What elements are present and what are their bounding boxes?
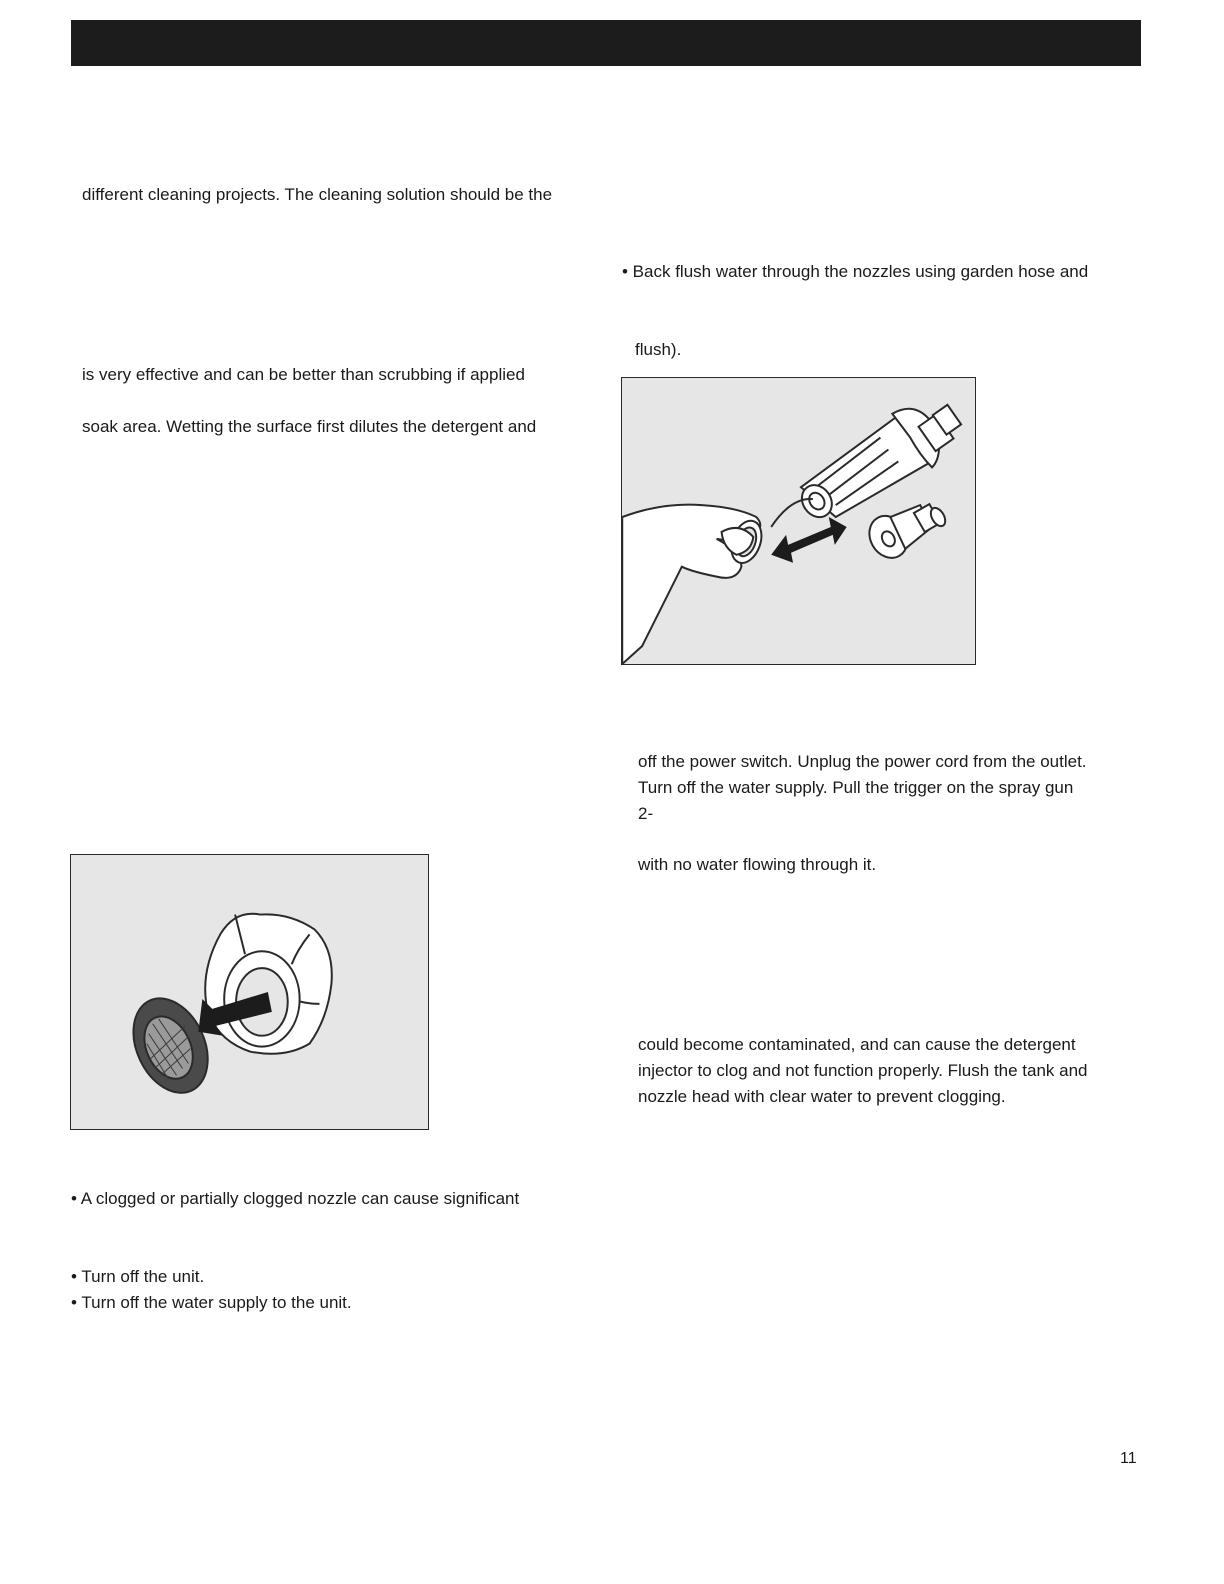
flush-text: flush). [635,340,682,359]
bullet-clogged-nozzle: • A clogged or partially clogged nozzle can cause significant [71,1189,520,1208]
left-text-line-2: is very effective and can be better than scrubbing if applied [82,365,525,384]
inlet-filter-illustration [71,855,428,1129]
detergent-line-1: could become contaminated, and can cause the detergent [638,1035,1076,1054]
hand-icon [622,505,767,664]
detergent-line-3: nozzle head with clear water to prevent clogging. [638,1087,1006,1106]
storage-line-3: 2- [638,804,654,823]
bullet-turn-off-unit: • Turn off the unit. [71,1267,205,1286]
storage-line-1: off the power switch. Unplug the power cord from the outlet. [638,752,1087,771]
nozzle-cleaning-figure [621,377,976,665]
storage-line-2: Turn off the water supply. Pull the trigger on the spray gun [638,778,1074,797]
back-flush-bullet: • Back flush water through the nozzles using garden hose and [622,262,1089,281]
header-bar [71,20,1141,66]
left-text-line-1: different cleaning projects. The cleaning solution should be the [82,185,553,204]
page-number: 11 [1120,1450,1137,1467]
inlet-filter-figure [70,854,429,1130]
nozzle-cleaning-illustration [622,378,975,664]
nozzle-body-icon [796,405,961,523]
double-arrow-icon [771,517,846,563]
inlet-coupling-icon [205,914,332,1054]
left-text-line-3: soak area. Wetting the surface first dilutes the detergent and [82,417,537,436]
nozzle-tip-icon [862,504,948,565]
detergent-line-2: injector to clog and not function properly. Flush the tank and [638,1061,1088,1080]
storage-line-4: with no water flowing through it. [638,855,877,874]
bullet-turn-off-water: • Turn off the water supply to the unit. [71,1293,352,1312]
